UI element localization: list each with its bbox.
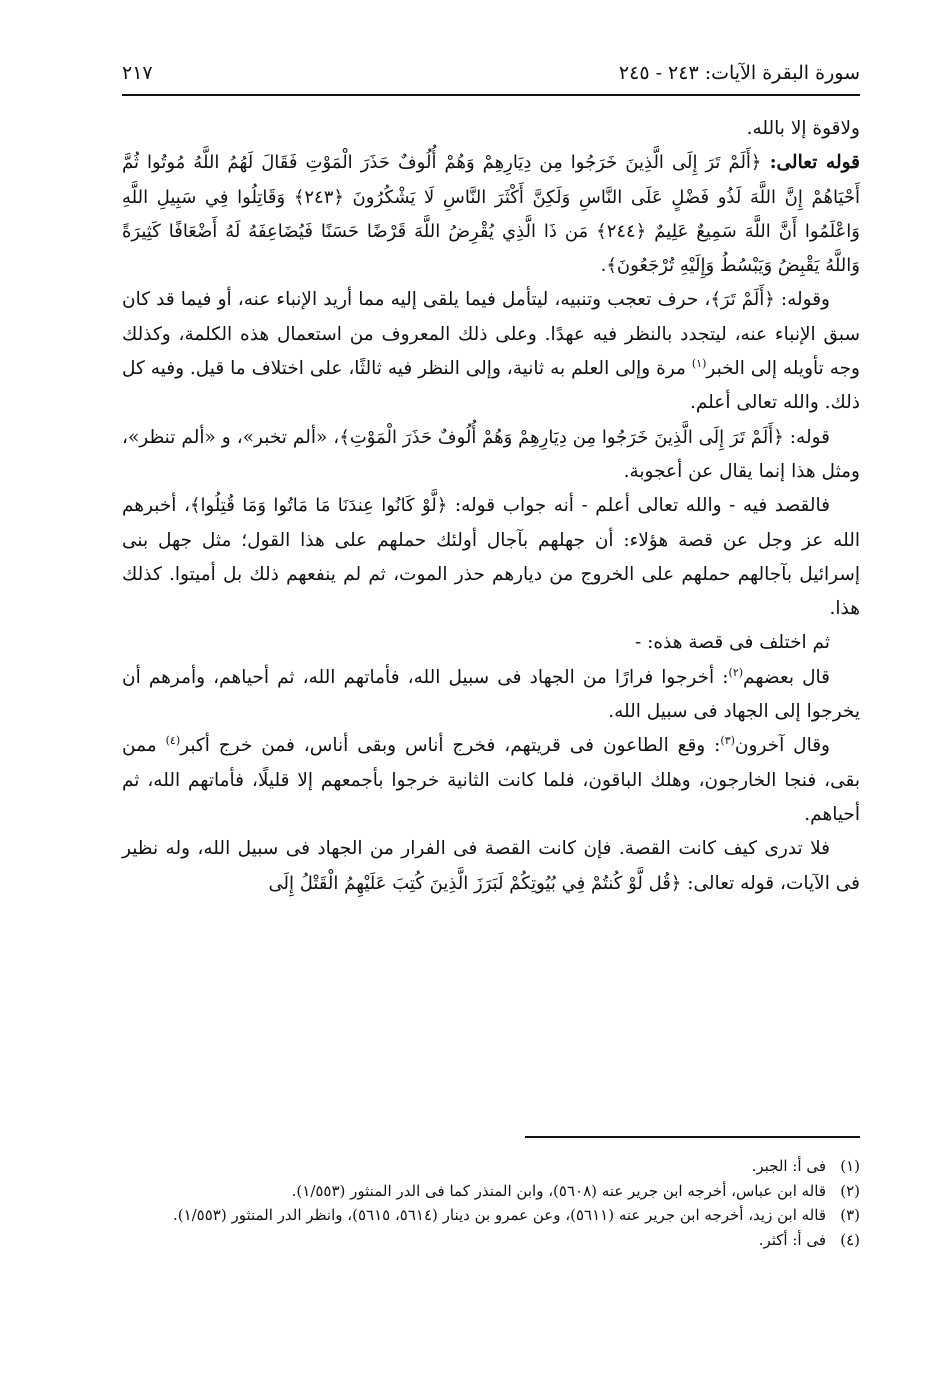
footnote-ref-3: (٣) bbox=[720, 734, 735, 748]
verse-intro-label: قوله تعالى: bbox=[769, 152, 860, 174]
paragraph-9-text-a: فلا تدرى كيف كانت القصة. فإن كانت القصة فى الفرار من الجهاد فى سبيل الله، وله نظير فى الآيات، قوله تعالى: bbox=[122, 838, 860, 894]
paragraph-8-text-b: : وقع الطاعون فى قريتهم، فخرج أناس وبقى أناس، فمن خرج أكبر bbox=[180, 735, 721, 757]
surah-title: سورة البقرة الآيات: ٢٤٣ - ٢٤٥ bbox=[618, 62, 860, 84]
paragraph-1-text: ولاقوة إلا بالله. bbox=[746, 118, 860, 139]
quran-quote-law-kanu: ﴿لَّوْ كَانُوا عِندَنَا مَا مَاتُوا وَمَا قُتِلُوا﴾ bbox=[189, 495, 448, 517]
footnote-text: قاله ابن زيد، أخرجه ابن جرير عنه (٥٦١١)، وعن عمرو بن دينار (٥٦١٤، ٥٦١٥)، وانظر الدر المنثور (١/٥٥٣). bbox=[172, 1206, 826, 1224]
footnote-number: (٤) bbox=[840, 1230, 860, 1249]
quran-quote-243: ﴿أَلَمْ تَرَ إِلَى الَّذِينَ خَرَجُوا مِن دِيَارِهِمْ وَهُمْ أُلُوفٌ حَذَرَ الْمَوْتِ﴾ bbox=[339, 426, 784, 448]
footnote-ref-1: (١) bbox=[691, 356, 707, 370]
paragraph-3-text-b: ، حرف تعجب وتنبيه، ليتأمل فيما يلقى إليه مما أريد الإنباء عنه، أو فيما قد كان سبق الإنباء عنه، ليتجدد بالنظر فيه عهدًا. وعلى ذلك المعروف من استعمال هذه الكلمة، وكذلك وجه تأويله إلى الخبر bbox=[122, 289, 860, 380]
footnotes bbox=[122, 1154, 860, 1252]
quran-verse-243-245: ﴿أَلَمْ تَرَ إِلَى الَّذِينَ خَرَجُوا مِن دِيَارِهِمْ وَهُمْ أُلُوفٌ حَذَرَ الْمَوْتِ فَقَالَ لَهُمُ اللَّهُ مُوتُوا ثُمَّ أَحْيَاهُمْ إِنَّ اللَّهَ لَذُو فَضْلٍ عَلَى النَّاسِ وَلَكِنَّ أَكْثَرَ النَّاسِ لَا يَشْكُرُونَ ﴿٢٤٣﴾ وَقَاتِلُوا فِي سَبِيلِ اللَّهِ وَاعْلَمُوا أَنَّ اللَّهَ سَمِيعٌ عَلِيمٌ ﴿٢٤٤﴾ مَن ذَا الَّذِي يُقْرِضُ اللَّهَ قَرْضًا حَسَنًا فَيُضَاعِفَهُ لَهُ أَضْعَافًا كَثِيرَةً وَاللَّهُ يَقْبِضُ وَيَبْسُطُ وَإِلَيْهِ تُرْجَعُونَ﴾. bbox=[122, 152, 861, 277]
footnote-3 bbox=[122, 1203, 860, 1228]
paragraph-2 bbox=[122, 146, 860, 283]
footnote-text: قاله ابن عباس، أخرجه ابن جرير عنه (٥٦٠٨)، وابن المنذر كما فى الدر المنثور (١/٥٥٣). bbox=[291, 1181, 826, 1200]
footnote-number: (٢) bbox=[840, 1181, 860, 1200]
paragraph-8-text-a: وقال آخرون bbox=[734, 735, 830, 757]
footnote-ref-4: (٤) bbox=[165, 734, 181, 748]
footnote-1 bbox=[122, 1154, 860, 1179]
running-header bbox=[122, 58, 860, 96]
quran-quote-qul-law-kuntum: ﴿قُل لَّوْ كُنتُمْ فِي بُيُوتِكُمْ لَبَرَزَ الَّذِينَ كُتِبَ عَلَيْهِمُ الْقَتْلُ إِلَى bbox=[268, 872, 682, 894]
paragraph-5 bbox=[122, 489, 860, 626]
paragraph-4-text-b: ، «ألم تخبر»، و «ألم تنظر»، ومثل هذا إنما يقال عن أعجوبة. bbox=[122, 426, 860, 482]
footnote-4 bbox=[122, 1228, 860, 1253]
footnote-number: (١) bbox=[840, 1157, 860, 1175]
book-page bbox=[122, 58, 860, 1358]
paragraph-3 bbox=[122, 283, 860, 420]
paragraph-8-text-c: ممن بقى، فنجا الخارجون، وهلك الباقون، فلما كانت الثانية خرجوا بأجمعهم إلا قليلًا، فأماتهم الله، ثم أحياهم. bbox=[122, 735, 860, 825]
paragraph-4 bbox=[122, 421, 860, 490]
paragraph-4-text-a: قوله: bbox=[783, 426, 830, 448]
paragraph-7-text-b: : أخرجوا فرارًا من الجهاد فى سبيل الله، فأماتهم الله، ثم أحياهم، وأمرهم أن يخرجوا إلى الجهاد فى سبيل الله. bbox=[122, 666, 860, 723]
paragraph-3-text-c: مرة وإلى العلم به ثانية، وإلى النظر فيه ثالثًا، على اختلاف ما قيل. وفيه كل ذلك. والله تعالى أعلم. bbox=[122, 358, 860, 414]
footnote-text: فى أ: أكثر. bbox=[758, 1230, 826, 1249]
footnote-number: (٣) bbox=[840, 1206, 860, 1224]
paragraph-1 bbox=[122, 112, 860, 146]
footnote-ref-2: (٢) bbox=[728, 665, 744, 679]
footnote-divider bbox=[525, 1136, 860, 1138]
paragraph-6-text: ثم اختلف فى قصة هذه: - bbox=[634, 632, 830, 654]
quran-quote-alam-tara: ﴿أَلَمْ تَرَ﴾ bbox=[710, 289, 775, 311]
paragraph-5-text-b: ، أخبرهم الله عز وجل عن قصة هؤلاء: أن جهلهم بآجال أولئك حملهم على هذا القول؛ مثل جهل بنى إسرائيل بآجالهم حملهم على الخروج من ديارهم حذر الموت، ثم لم ينفعهم ذلك بل أميتوا. كذلك هذا. bbox=[122, 495, 860, 620]
paragraph-8 bbox=[122, 729, 860, 832]
footnote-text: فى أ: الجبر. bbox=[751, 1157, 826, 1175]
footnote-2 bbox=[122, 1179, 860, 1204]
paragraph-6 bbox=[122, 626, 860, 660]
paragraph-3-text-a: وقوله: bbox=[774, 289, 830, 311]
paragraph-7-text-a: قال بعضهم bbox=[743, 666, 830, 688]
paragraph-7 bbox=[122, 661, 860, 730]
main-text bbox=[122, 112, 860, 901]
paragraph-9 bbox=[122, 832, 860, 901]
paragraph-5-text-a: فالقصد فيه - والله تعالى أعلم - أنه جواب قوله: bbox=[447, 495, 830, 517]
page-number: ٢١٧ bbox=[122, 62, 153, 84]
